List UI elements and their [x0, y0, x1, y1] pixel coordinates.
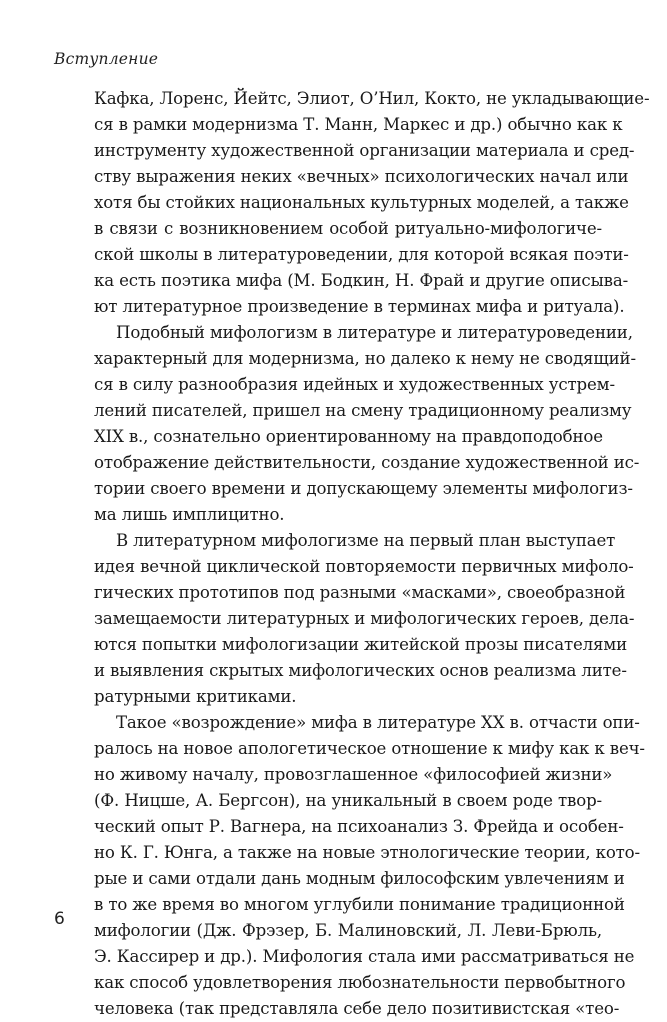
text-line: мифологии (Дж. Фрэзер, Б. Малиновский, Л. Леви-Брюль,	[94, 921, 602, 940]
text-line: инструменту художественной организации материала и сред-	[94, 141, 635, 160]
text-line: В литературном мифологизме на первый план выступает	[116, 531, 616, 550]
text-line: ратурными критиками.	[94, 687, 297, 706]
text-line: ма лишь имплицитно.	[94, 505, 285, 524]
text-line: Э. Кассирер и др.). Мифология стала ими рассматриваться не	[94, 947, 635, 966]
text-line: идея вечной циклической повторяемости первичных мифоло-	[94, 557, 634, 576]
text-line: ся в силу разнообразия идейных и художественных устрем-	[94, 375, 615, 394]
text-line: в связи с возникновением особой ритуально-мифологиче-	[94, 219, 602, 238]
body-text	[94, 86, 650, 1022]
text-line: ческий опыт Р. Вагнера, на психоанализ З. Фрейда и особен-	[94, 817, 624, 836]
text-line: но К. Г. Юнга, а также на новые этнологические теории, кото-	[94, 843, 640, 862]
text-line: тории своего времени и допускающему элементы мифологиз-	[94, 479, 633, 498]
text-line: как способ удовлетворения любознательности первобытного	[94, 973, 626, 992]
text-line: ются попытки мифологизации житейской прозы писателями	[94, 635, 628, 654]
text-line: лений писателей, пришел на смену традиционному реализму	[94, 401, 632, 420]
text-line: характерный для модернизма, но далеко к нему не сводящий-	[94, 349, 636, 368]
text-line: рые и сами отдали дань модным философским увлечениям и	[94, 869, 625, 888]
text-line: и выявления скрытых мифологических основ реализма лите-	[94, 661, 627, 680]
text-line: хотя бы стойких национальных культурных моделей, а также	[94, 193, 629, 212]
page-number: 6	[54, 909, 65, 929]
text-line: ют литературное произведение в терминах мифа и ритуала).	[94, 297, 625, 316]
text-line: замещаемости литературных и мифологических героев, дела-	[94, 609, 635, 628]
text-line: Такое «возрождение» мифа в литературе XX в. отчасти опи-	[116, 713, 640, 732]
text-line: ралось на новое апологетическое отношение к мифу как к веч-	[94, 739, 645, 758]
text-line: XIX в., сознательно ориентированному на правдоподобное	[94, 427, 603, 446]
text-line: отображение действительности, создание художественной ис-	[94, 453, 640, 472]
text-line: ству выражения неких «вечных» психологических начал или	[94, 167, 629, 186]
text-line: в то же время во многом углубили понимание традиционной	[94, 895, 625, 914]
text-line: гических прототипов под разными «масками», своеобразной	[94, 583, 626, 602]
text-line: ся в рамки модернизма Т. Манн, Маркес и др.) обычно как к	[94, 115, 623, 134]
text-line: (Ф. Ницше, А. Бергсон), на уникальный в своем роде твор-	[94, 791, 602, 810]
text-line: но живому началу, провозглашенное «философией жизни»	[94, 765, 613, 784]
text-line: Кафка, Лоренс, Йейтс, Элиот, О’Нил, Кокто, не укладывающие-	[94, 89, 650, 108]
text-line: Подобный мифологизм в литературе и литературоведении,	[116, 323, 633, 342]
text-line: человека (так представляла себе дело позитивистская «тео-	[94, 999, 620, 1018]
running-head: Вступление	[54, 50, 159, 68]
text-line: ской школы в литературоведении, для которой всякая поэти-	[94, 245, 629, 264]
text-line: ка есть поэтика мифа (М. Бодкин, Н. Фрай и другие описыва-	[94, 271, 629, 290]
